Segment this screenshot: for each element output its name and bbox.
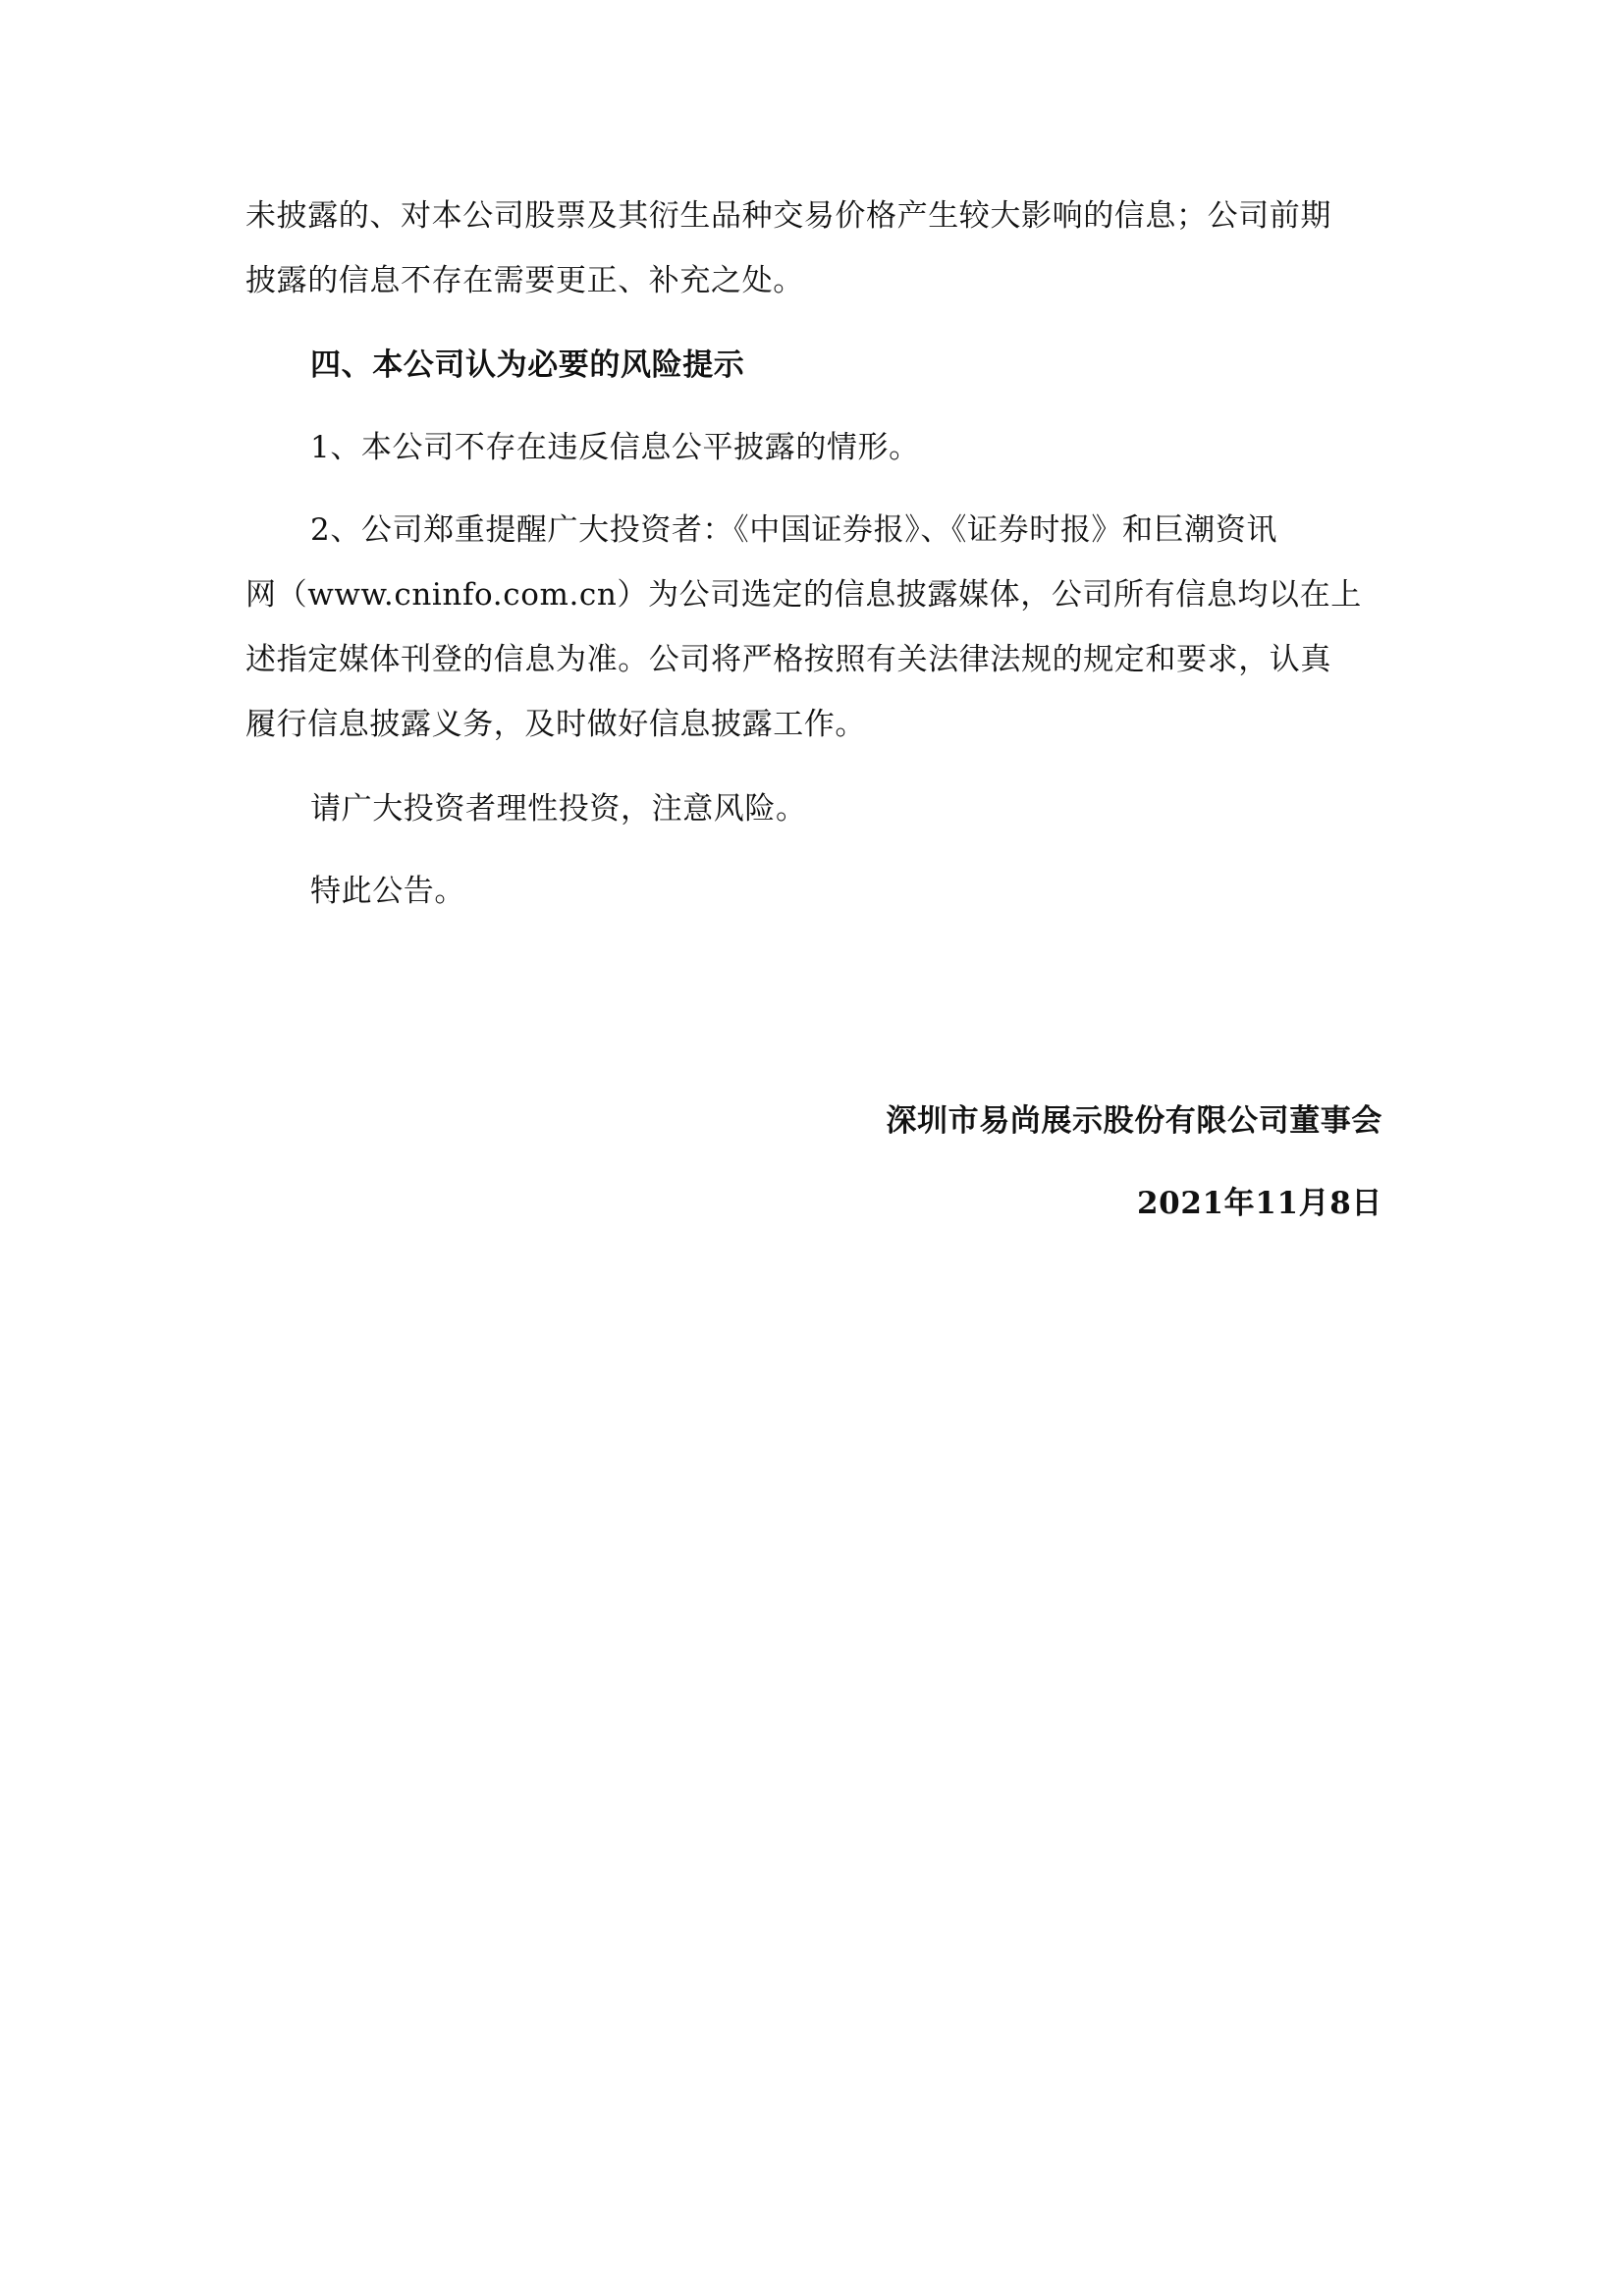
list-item: 1、本公司不存在违反信息公平披露的情形。: [310, 430, 920, 465]
section-heading: 四、本公司认为必要的风险提示: [310, 347, 745, 383]
paragraph-line: 履行信息披露义务，及时做好信息披露工作。: [245, 707, 866, 742]
date: 2021年11月8日: [1137, 1186, 1382, 1221]
paragraph-line: 未披露的、对本公司股票及其衍生品种交易价格产生较大影响的信息；公司前期: [245, 198, 1331, 234]
signature: 深圳市易尚展示股份有限公司董事会: [886, 1103, 1382, 1139]
paragraph-line: 网（www.cninfo.com.cn）为公司选定的信息披露媒体，公司所有信息均以在上: [245, 577, 1362, 613]
paragraph-line: 述指定媒体刊登的信息为准。公司将严格按照有关法律法规的规定和要求，认真: [245, 642, 1331, 677]
closing-text: 特此公告。: [310, 874, 465, 909]
paragraph-line: 披露的信息不存在需要更正、补充之处。: [245, 263, 804, 298]
list-item: 2、公司郑重提醒广大投资者：《中国证券报》、《证券时报》和巨潮资讯: [310, 512, 1278, 548]
advice-text: 请广大投资者理性投资，注意风险。: [310, 791, 807, 827]
